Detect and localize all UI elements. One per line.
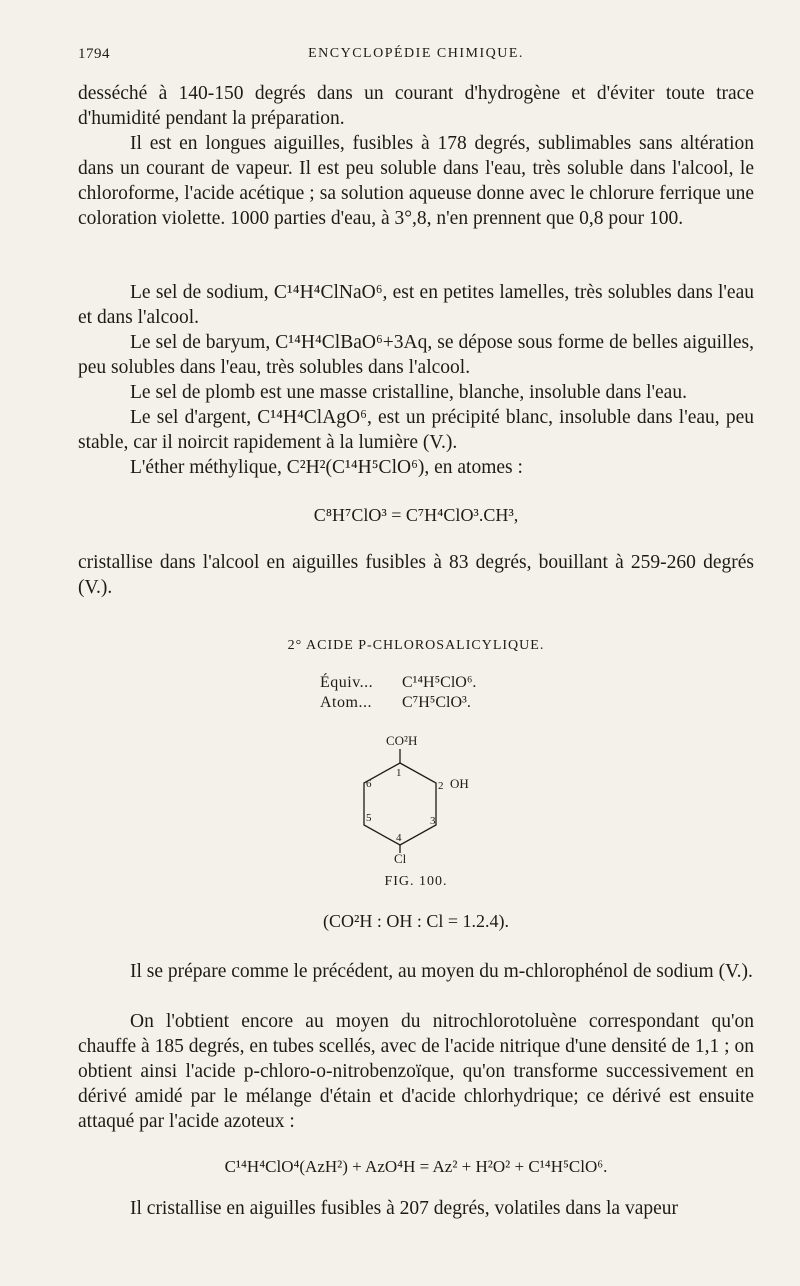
page-number: 1794 [78,46,110,62]
position-4: 4 [396,832,402,844]
equiv-formula: C¹⁴H⁵ClO⁶. [402,674,477,691]
paragraph-sel-argent: Le sel d'argent, C¹⁴H⁴ClAgO⁶, est un précipité blanc, insoluble dans l'eau, peu stable, car il noircit rapidement à la lumière (V.). [78,407,754,453]
paragraph-2: Il est en longues aiguilles, fusibles à 178 degrés, sublimables sans altération dans un courant de vapeur. Il est peu soluble dans l'eau, très soluble dans l'alcool, le chloroforme, l'acide acétique ; sa solution aqueuse donne avec le chlorure ferrique une coloration violette. 1000 parties d'eau, à 3°,8, n'en prennent que 0,8 pour 100. [78,133,754,229]
paragraph-sel-sodium: Le sel de sodium, C¹⁴H⁴ClNaO⁶, est en petites lamelles, très solubles dans l'eau et dans l'alcool. [78,282,754,328]
paragraph-sel-plomb: Le sel de plomb est une masse cristalline, blanche, insoluble dans l'eau. [130,382,687,403]
paragraph-sel-baryum: Le sel de baryum, C¹⁴H⁴ClBaO⁶+3Aq, se dépose sous forme de belles aiguilles, peu solubles dans l'eau, très solubles dans l'alcool. [78,332,754,378]
paragraph-1: desséché à 140-150 degrés dans un courant d'hydrogène et d'éviter toute trace d'humidité pendant la préparation. [78,83,754,129]
atom-formula: C⁷H⁵ClO³. [402,694,471,711]
group-oh: OH [450,776,469,791]
atom-label: Atom... [320,694,372,711]
position-1: 1 [396,767,402,779]
running-title: ENCYCLOPÉDIE CHIMIQUE. [308,46,524,61]
paragraph-ether: L'éther méthylique, C²H²(C¹⁴H⁵ClO⁶), en atomes : [130,457,523,478]
group-co2h: CO²H [386,733,418,748]
position-2: 2 [438,780,444,792]
figure-caption: FIG. 100. [384,874,448,889]
paragraph-obtient: On l'obtient encore au moyen du nitrochlorotoluène correspondant qu'on chauffe à 185 degrés, en tubes scellés, avec de l'acide nitrique d'une densité de 1,1 ; on obtient ainsi l'acide p-chloro-o-nitrobenzoïque, qu'on transforme successivement en dérivé amidé par le mélange d'étain et d'acide chlorhydrique; ce dérivé est ensuite attaqué par l'acide azoteux : [78,1011,754,1132]
atom-row [320,694,471,712]
group-cl: Cl [394,851,407,863]
position-3: 3 [430,815,436,827]
equiv-label: Équiv... [320,674,374,691]
position-5: 5 [366,812,372,824]
equiv-row [320,674,476,692]
paragraph-final: Il cristallise en aiguilles fusibles à 207 degrés, volatiles dans la vapeur [130,1198,679,1219]
running-header [78,46,754,72]
position-6: 6 [366,778,372,790]
paragraph-prepare: Il se prépare comme le précédent, au moyen du m-chlorophénol de sodium (V.). [130,961,753,982]
paragraph-cristallise: cristallise dans l'alcool en aiguilles fusibles à 83 degrés, bouillant à 259-260 degrés (V.). [78,552,754,598]
section-title: 2° ACIDE P-CHLOROSALICYLIQUE. [287,638,545,653]
equation-ether: C⁸H⁷ClO³ = C⁷H⁴ClO³.CH³, [313,505,519,525]
figure-relation: (CO²H : OH : Cl = 1.2.4). [322,911,510,931]
benzene-ring-figure [350,733,480,863]
equation-azoteux: C¹⁴H⁴ClO⁴(AzH²) + AzO⁴H = Az² + H²O² + C¹⁴H⁵ClO⁶. [224,1157,608,1176]
